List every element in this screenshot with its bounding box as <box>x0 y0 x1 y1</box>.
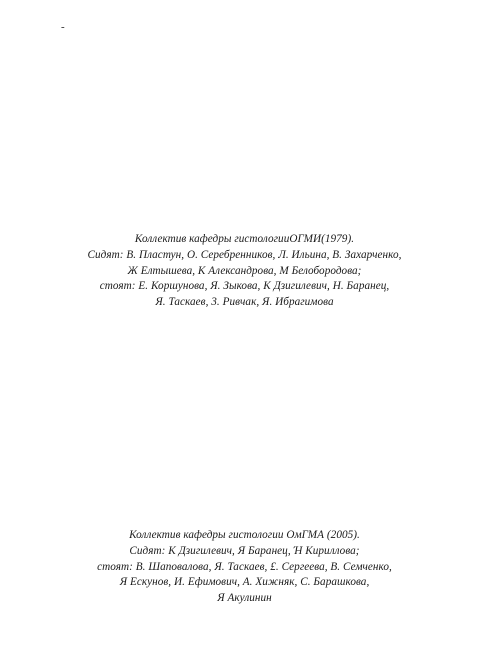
caption-title: Коллектив кафедры гистологии ОмГМА (2005). <box>129 529 360 541</box>
caption-line: Ж Елтышева, К Александрова, М Белобородова; <box>127 264 362 277</box>
caption-line: Я Акулинин <box>217 592 272 605</box>
caption-title: Коллектив кафедры гистологииОГМИ(1979). <box>134 233 355 245</box>
caption-line: Сидят: К Дзигилевич, Я Баранец, Ή Кириллова; <box>129 544 360 557</box>
caption-line: Сидят: В. Пластун, О. Серебренников, Л. Ильина, В. Захарченко, <box>87 248 402 261</box>
caption-line: стоят: В. Шаповалова, Я. Таскаев, £. Сергеева, В. Семченко, <box>97 560 392 573</box>
caption-line: Я Ескунов, И. Ефимович, А. Хижняк, С. Барашкова, <box>119 576 370 589</box>
caption-line: Я. Таскаев, 3. Ривчак, Я. Ибрагимова <box>155 296 334 309</box>
caption-line: стоят: Е. Коршунова, Я. Зыкова, К Дзигилевич, Н. Баранец, <box>99 280 390 293</box>
corner-mark: - <box>61 21 65 33</box>
photo-caption-1979 <box>0 232 489 311</box>
photo-caption-2005 <box>0 528 489 607</box>
